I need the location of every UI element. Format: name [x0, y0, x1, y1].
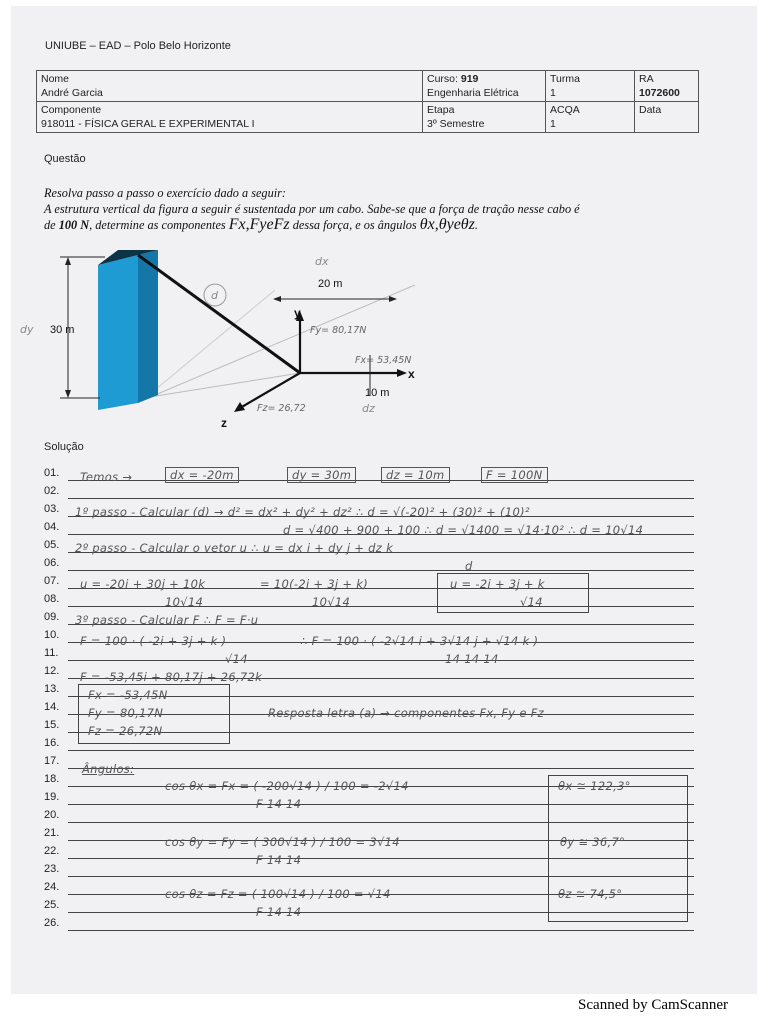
- line-number: 11.: [44, 647, 59, 659]
- line-number: 06.: [44, 557, 60, 569]
- hw-line-01-intro: Temos →: [80, 470, 133, 484]
- column-side: [138, 250, 158, 403]
- hw-line-07a: u = -20i + 30j + 10k: [80, 577, 206, 591]
- line-number: 17.: [44, 755, 60, 767]
- line-number: 10.: [44, 629, 60, 641]
- line-number: 01.: [44, 467, 60, 479]
- line-number: 21.: [44, 827, 60, 839]
- z-axis-label: z: [221, 416, 227, 430]
- line-number: 16.: [44, 737, 60, 749]
- line-number: 19.: [44, 791, 60, 803]
- name-label: Nome: [41, 73, 70, 85]
- line-number: 14.: [44, 701, 60, 713]
- line-number: 13.: [44, 683, 60, 695]
- name-cell: [37, 71, 423, 102]
- hw-box-unit-vector: [437, 573, 589, 613]
- hw-line-18a: cos θx = Fx = ( -200√14 ) / 100 = -2√14: [165, 779, 409, 793]
- answer-line: [44, 555, 694, 573]
- hw-line-01-dz: dz = 10m: [381, 467, 450, 483]
- question-text-part: , determine as componentes: [89, 218, 229, 232]
- hw-line-07b: = 10(-2i + 3j + k): [260, 577, 369, 591]
- force-magnitude: 100 N: [58, 218, 90, 232]
- stage-label: Etapa: [427, 104, 455, 116]
- acqa-cell: [546, 102, 635, 133]
- hw-line-14: Fy = 80,17N: [88, 706, 164, 720]
- hw-line-07c: u = -2i + 3j + k: [450, 577, 545, 591]
- hw-line-24a: cos θz = Fz = ( 100√14 ) / 100 = √14: [165, 887, 391, 901]
- x-axis-arrow: [397, 369, 407, 377]
- line-number: 08.: [44, 593, 60, 605]
- line-rule: [68, 570, 694, 571]
- dim-bottom-label: 10 m: [365, 387, 390, 399]
- arrow-head: [273, 296, 281, 302]
- line-rule: [68, 768, 694, 769]
- class-cell: [546, 71, 635, 102]
- line-number: 23.: [44, 863, 60, 875]
- question-label: Questão: [44, 153, 86, 165]
- line-number: 22.: [44, 845, 60, 857]
- date-cell: [635, 102, 699, 133]
- line-number: 26.: [44, 917, 60, 929]
- course-label: Curso:: [427, 73, 458, 85]
- question-line-1: Resolva passo a passo o exercício dado a seguir:: [44, 186, 287, 200]
- hw-d-label: d: [211, 289, 218, 302]
- angle-variables: θx,θyeθz: [419, 216, 475, 233]
- dim-top-label: 20 m: [318, 278, 343, 290]
- line-rule: [68, 750, 694, 751]
- hw-line-22: F 14 14: [256, 853, 302, 867]
- component-cell: [37, 102, 423, 133]
- y-axis-label: y: [294, 306, 301, 320]
- hw-line-03: 1º passo - Calcular (d) → d² = dx² + dy² + dz² ∴ d = √(-20)² + (30)² + (10)²: [75, 505, 530, 519]
- component-value: 918011 - FÍSICA GERAL E EXPERIMENTAL I: [41, 118, 255, 130]
- answer-line: [44, 753, 694, 771]
- line-number: 07.: [44, 575, 60, 587]
- structure-figure: [20, 245, 445, 435]
- line-number: 03.: [44, 503, 60, 515]
- solution-label: Solução: [44, 441, 84, 453]
- answer-line: [44, 591, 694, 609]
- line-number: 09.: [44, 611, 60, 623]
- name-value: André Garcia: [41, 87, 103, 99]
- line-number: 15.: [44, 719, 60, 731]
- hw-line-19: F 14 14: [256, 797, 302, 811]
- line-rule: [68, 930, 694, 931]
- hw-line-01-dx: dx = -20m: [165, 467, 239, 483]
- question-text-part: dessa força, e os ângulos: [289, 218, 420, 232]
- hw-line-24b: θz ≅ 74,5°: [558, 887, 623, 901]
- column-front: [98, 255, 138, 410]
- ra-value: 1072600: [639, 87, 680, 99]
- answer-line: [44, 465, 694, 483]
- stage-value: 3º Semestre: [427, 118, 485, 130]
- course-name: Engenharia Elétrica: [427, 87, 519, 99]
- hw-line-08c: √14: [520, 595, 543, 609]
- line-rule: [68, 498, 694, 499]
- hw-line-05: 2º passo - Calcular o vetor u ∴ u = dx i + dy j + dz k: [75, 541, 394, 555]
- class-value: 1: [550, 87, 556, 99]
- arrow-head: [65, 390, 71, 398]
- hw-line-10a: F = 100 · ( -2i + 3j + k ): [80, 634, 227, 648]
- line-number: 02.: [44, 485, 60, 497]
- class-label: Turma: [550, 73, 580, 85]
- hw-line-25: F 14 14: [256, 905, 302, 919]
- hw-line-11a: √14: [225, 652, 248, 666]
- institution-header: UNIUBE – EAD – Polo Belo Horizonte: [45, 40, 231, 52]
- line-number: 05.: [44, 539, 60, 551]
- component-variables: Fx,FyeFz: [228, 216, 290, 233]
- hw-dy-label: dy: [20, 323, 34, 336]
- question-line-3: [44, 217, 724, 233]
- hw-line-01-dy: dy = 30m: [287, 467, 356, 483]
- component-label: Componente: [41, 104, 102, 116]
- acqa-label: ACQA: [550, 104, 580, 116]
- hw-line-13: Fx = -53,45N: [88, 688, 168, 702]
- course-cell: [423, 71, 546, 102]
- line-rule: [68, 660, 694, 661]
- line-number: 04.: [44, 521, 60, 533]
- student-info-table: [36, 70, 699, 133]
- line-number: 18.: [44, 773, 60, 785]
- hw-fz-label: Fz= 26,72: [257, 403, 306, 414]
- hw-line-17: Ângulos:: [82, 762, 135, 776]
- arrow-head: [389, 296, 397, 302]
- hw-line-12: F = -53,45i + 80,17j + 26,72k: [80, 670, 263, 684]
- hw-dx-label: dx: [315, 255, 329, 268]
- hw-line-04: d = √400 + 900 + 100 ∴ d = √1400 = √14·10² ∴ d = 10√14: [283, 523, 644, 537]
- dim-side-label: 30 m: [50, 324, 75, 336]
- ra-cell: [635, 71, 699, 102]
- hw-line-18b: θx ≅ 122,3°: [558, 779, 631, 793]
- hw-line-09: 3º passo - Calcular F ∴ F = F·u: [75, 613, 259, 627]
- hw-line-08a: 10√14: [165, 595, 204, 609]
- hw-line-06: d: [465, 559, 473, 573]
- question-text-part: .: [474, 218, 478, 232]
- question-line-2: A estrutura vertical da figura a seguir é sustentada por um cabo. Sabe-se que a força de tração nesse cabo é: [44, 202, 580, 216]
- hw-line-08b: 10√14: [312, 595, 351, 609]
- course-code: 919: [460, 73, 479, 85]
- stage-cell: [423, 102, 546, 133]
- date-label: Data: [639, 104, 662, 116]
- line-number: 25.: [44, 899, 60, 911]
- line-number: 12.: [44, 665, 60, 677]
- hw-line-10b: ∴ F = 100 · ( -2√14 i + 3√14 j + √14 k ): [300, 634, 539, 648]
- question-text: [44, 185, 724, 233]
- hw-dz-label: dz: [362, 402, 375, 415]
- hw-line-01-f: F = 100N: [481, 467, 548, 483]
- hw-line-21a: cos θy = Fy = ( 300√14 ) / 100 = 3√14: [165, 835, 400, 849]
- ra-label: RA: [639, 73, 654, 85]
- perspective-line: [155, 285, 415, 395]
- hw-line-14-answer: Resposta letra (a) → componentes Fx, Fy e Fz: [268, 706, 544, 720]
- question-text-part: de: [44, 218, 59, 232]
- hw-fx-label: Fx= 53,45N: [355, 355, 412, 366]
- hw-line-15: Fz = 26,72N: [88, 724, 163, 738]
- answer-line: [44, 483, 694, 501]
- hw-line-21b: θy ≅ 36,7°: [560, 835, 626, 849]
- line-rule: [68, 606, 694, 607]
- arrow-head: [65, 257, 71, 265]
- scanner-watermark: Scanned by CamScanner: [578, 997, 728, 1013]
- cable: [138, 255, 300, 373]
- line-number: 20.: [44, 809, 60, 821]
- x-axis-label: x: [408, 367, 415, 381]
- acqa-value: 1: [550, 118, 556, 130]
- hw-fy-label: Fy= 80,17N: [310, 325, 367, 336]
- line-number: 24.: [44, 881, 60, 893]
- hw-line-11b: 14 14 14: [445, 652, 499, 666]
